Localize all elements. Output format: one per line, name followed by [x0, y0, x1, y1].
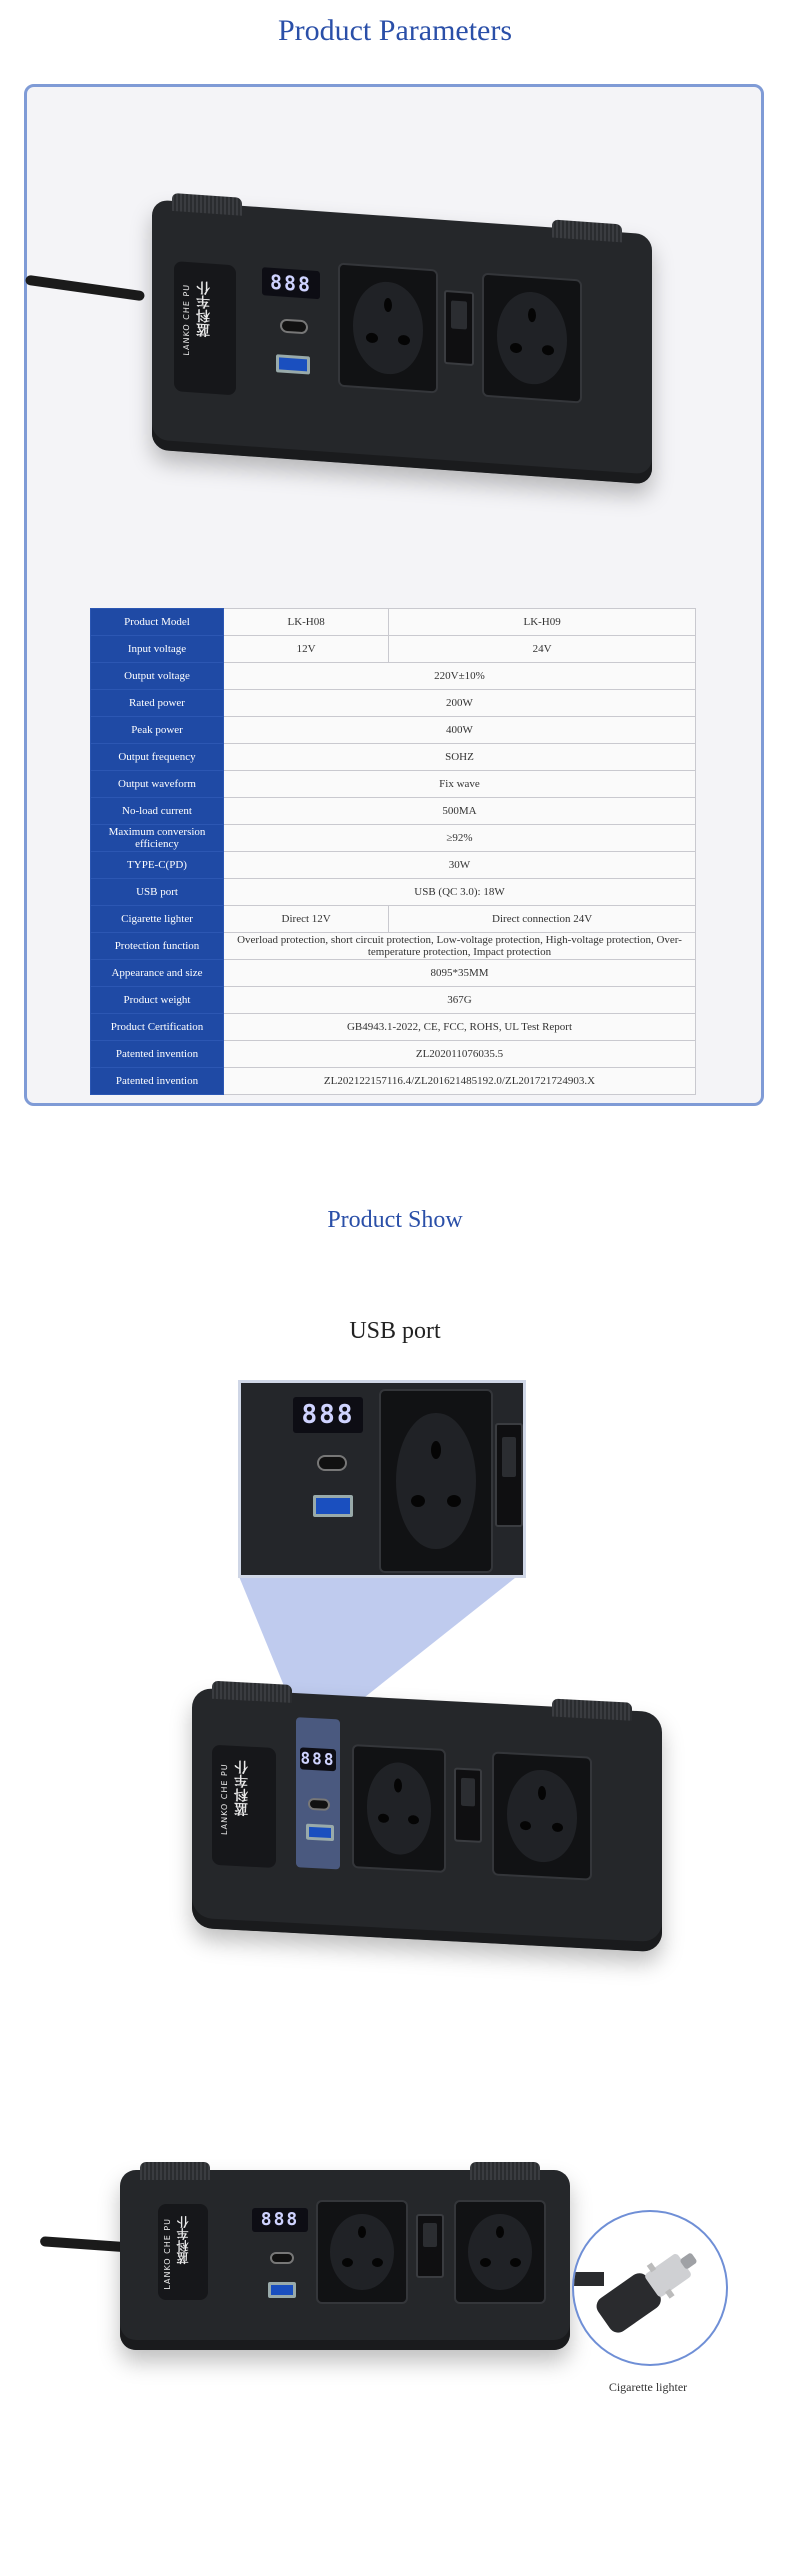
usb-a-port-zoom	[313, 1495, 353, 1517]
usb-c-port	[308, 1798, 330, 1811]
row-label: Patented invention	[91, 1068, 224, 1095]
brand-logo-en: LANKO CHE PU	[182, 283, 191, 356]
value-lk-h09: LK-H09	[389, 609, 696, 636]
usb-a-port	[268, 2282, 296, 2298]
row-label: Output waveform	[91, 771, 224, 798]
ac-socket-left	[352, 1744, 446, 1873]
row-label: Input voltage	[91, 636, 224, 663]
row-label: TYPE-C(PD)	[91, 852, 224, 879]
value-shared: 200W	[224, 690, 696, 717]
vent-grille	[470, 2162, 540, 2180]
ac-socket-left	[316, 2200, 408, 2304]
row-label: Product Model	[91, 609, 224, 636]
led-display-zoom: 888	[293, 1397, 363, 1433]
row-label: Product Certification	[91, 1014, 224, 1041]
value-shared: ZL202011076035.5	[224, 1041, 696, 1068]
brand-plate	[158, 2204, 208, 2300]
brand-logo-cn: 蓝科车仆	[234, 1759, 250, 1817]
row-label: Appearance and size	[91, 960, 224, 987]
vent-grille	[140, 2162, 210, 2180]
brand-logo-cn: 蓝科车仆	[176, 2216, 190, 2264]
brand-logo-cn: 蓝科车仆	[196, 280, 212, 338]
value-shared: 400W	[224, 717, 696, 744]
led-display: 888	[252, 2208, 308, 2232]
value-lk-h08: 12V	[224, 636, 389, 663]
row-label: Protection function	[91, 933, 224, 960]
usb-highlight	[296, 1717, 340, 1869]
value-shared: 500MA	[224, 798, 696, 825]
value-shared: Fix wave	[224, 771, 696, 798]
row-label: Output voltage	[91, 663, 224, 690]
vent-grille	[212, 1681, 292, 1703]
value-shared: ≥92%	[224, 825, 696, 852]
power-switch	[416, 2214, 444, 2278]
ac-socket-right	[454, 2200, 546, 2304]
row-label: Product weight	[91, 987, 224, 1014]
usb-c-port	[270, 2252, 294, 2264]
cigarette-lighter-caption: Cigarette lighter	[608, 2380, 688, 2394]
row-label: Rated power	[91, 690, 224, 717]
value-shared: USB (QC 3.0): 18W	[224, 879, 696, 906]
value-shared: GB4943.1-2022, CE, FCC, ROHS, UL Test Report	[224, 1014, 696, 1041]
row-label: Maximum conversion efficiency	[91, 825, 224, 852]
usb-a-port	[306, 1824, 334, 1841]
inverter-image-bottom	[120, 2170, 570, 2350]
value-lk-h09: Direct connection 24V	[389, 906, 696, 933]
led-display: 888	[300, 1747, 336, 1771]
led-display: 888	[262, 267, 320, 299]
value-lk-h08: Direct 12V	[224, 906, 389, 933]
power-switch-zoom	[495, 1423, 523, 1527]
brand-logo-en: LANKO CHE PU	[163, 2218, 172, 2290]
power-switch	[454, 1767, 482, 1842]
value-shared: 220V±10%	[224, 663, 696, 690]
usb-port-heading: USB port	[349, 1318, 441, 1344]
usb-port-zoom	[238, 1380, 526, 1578]
row-label: Cigarette lighter	[91, 906, 224, 933]
product-parameters-heading: Product Parameters	[277, 14, 513, 47]
value-shared: ZL202122157116.4/ZL201621485192.0/ZL201721724903.X	[224, 1068, 696, 1095]
value-lk-h09: 24V	[389, 636, 696, 663]
value-shared: 367G	[224, 987, 696, 1014]
cigarette-plug-icon	[574, 2212, 726, 2364]
row-label: No-load current	[91, 798, 224, 825]
brand-plate	[212, 1745, 276, 1868]
usb-c-port-zoom	[317, 1455, 347, 1471]
vent-grille	[552, 1699, 632, 1721]
row-label: Peak power	[91, 717, 224, 744]
row-label: Output frequency	[91, 744, 224, 771]
brand-logo-en: LANKO CHE PU	[220, 1763, 229, 1836]
value-shared: Overload protection, short circuit protection, Low-voltage protection, High-voltage protection, Over-temperature protection, Impact protection	[224, 933, 696, 960]
row-label: Patented invention	[91, 1041, 224, 1068]
value-shared: 30W	[224, 852, 696, 879]
row-label: USB port	[91, 879, 224, 906]
ac-socket-right	[492, 1751, 592, 1880]
ac-socket-zoom	[379, 1389, 493, 1573]
value-shared: 8095*35MM	[224, 960, 696, 987]
product-show-heading: Product Show	[327, 1207, 463, 1233]
value-lk-h08: LK-H08	[224, 609, 389, 636]
value-shared: SOHZ	[224, 744, 696, 771]
inverter-image-middle	[192, 1688, 662, 1953]
cigarette-lighter-zoom	[572, 2210, 728, 2366]
